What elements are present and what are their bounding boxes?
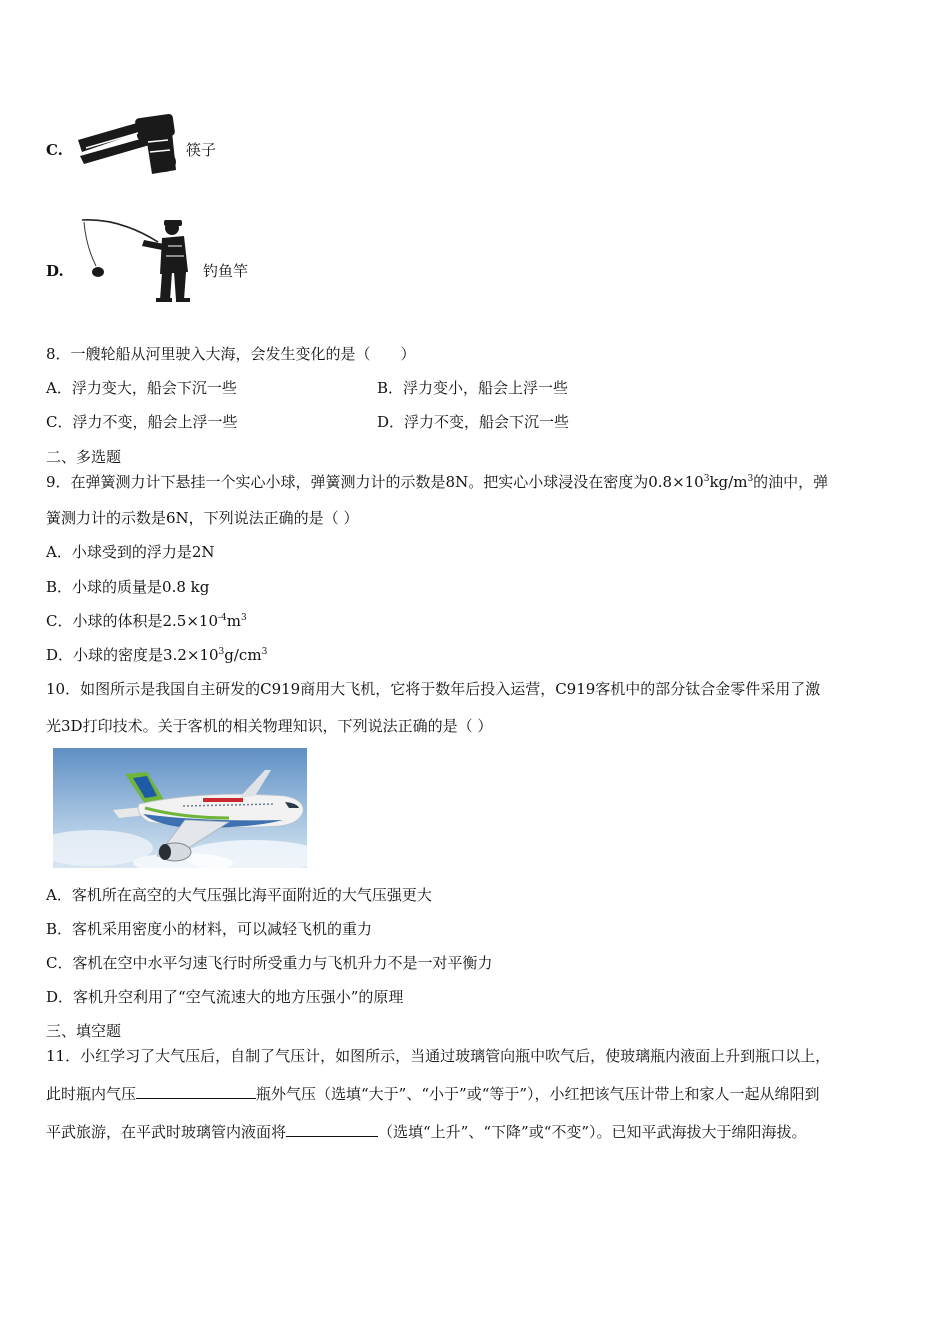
q8-option-d: D．浮力不变，船会下沉一些	[377, 413, 570, 431]
section-2-heading: 二、多选题	[46, 448, 122, 466]
q10-option-c: C．客机在空中水平匀速飞行时所受重力与飞机升力不是一对平衡力	[46, 954, 493, 972]
q9-stem-line2: 簧测力计的示数是6N，下列说法正确的是（ ）	[46, 509, 359, 527]
q11-line1: 11．小红学习了大气压后，自制了气压计，如图所示，当通过玻璃管向瓶中吹气后，使玻璃瓶内液面上升到瓶口以上，	[46, 1047, 831, 1065]
q10-stem-line2: 光3D打印技术。关于客机的相关物理知识，下列说法正确的是（ ）	[46, 717, 493, 735]
option-c-label: 筷子	[186, 141, 217, 159]
q10-option-b: B．客机采用密度小的材料，可以减轻飞机的重力	[46, 920, 373, 938]
q8-option-a: A．浮力变大，船会下沉一些	[46, 379, 237, 397]
q10-option-d: D．客机升空利用了“空气流速大的地方压强小”的原理	[46, 988, 404, 1006]
q9-option-c: C．小球的体积是$2.5\times 10^{-4}m^3$	[46, 612, 247, 630]
fishing-rod-image	[80, 216, 192, 304]
q8-stem: 8．一艘轮船从河里驶入大海，会发生变化的是（ ）	[46, 345, 416, 363]
q8-option-b: B．浮力变小，船会上浮一些	[377, 379, 569, 397]
q8-option-c: C．浮力不变，船会上浮一些	[46, 413, 238, 431]
q10-stem-line1: 10．如图所示是我国自主研发的C919商用大飞机，它将于数年后投入运营，C919客机中的部分钛合金零件采用了激	[46, 680, 821, 698]
q9-option-d: D．小球的密度是$3.2\times 10^3g/cm^3$	[46, 646, 268, 664]
q11-blank-1[interactable]	[136, 1084, 256, 1099]
c919-airplane-image	[53, 748, 307, 868]
q9-stem-line1: 9．在弹簧测力计下悬挂一个实心小球，弹簧测力计的示数是8N。把实心小球浸没在密度为$0.8\times 10^3kg/m^3$的油中，弹	[46, 473, 829, 491]
q10-option-a: A．客机所在高空的大气压强比海平面附近的大气压强更大	[46, 886, 432, 904]
q9-option-b: B．小球的质量是0.8 kg	[46, 578, 210, 596]
option-c-letter: C.	[46, 141, 63, 159]
q11-blank-2[interactable]	[286, 1122, 378, 1137]
q11-line3: 平武旅游，在平武时玻璃管内液面将 （选填“上升”、“下降”或“不变”）。已知平武海拔大于绵阳海拔。	[46, 1123, 807, 1141]
option-d-letter: D.	[46, 262, 64, 280]
q9-option-a: A．小球受到的浮力是2N	[46, 543, 215, 561]
option-d-label: 钓鱼竿	[203, 262, 249, 280]
chopsticks-image	[76, 112, 180, 176]
q11-line2: 此时瓶内气压 瓶外气压（选填“大于”、“小于”或“等于”），小红把该气压计带上和家人一起从绵阳到	[46, 1085, 820, 1103]
section-3-heading: 三、填空题	[46, 1022, 122, 1040]
